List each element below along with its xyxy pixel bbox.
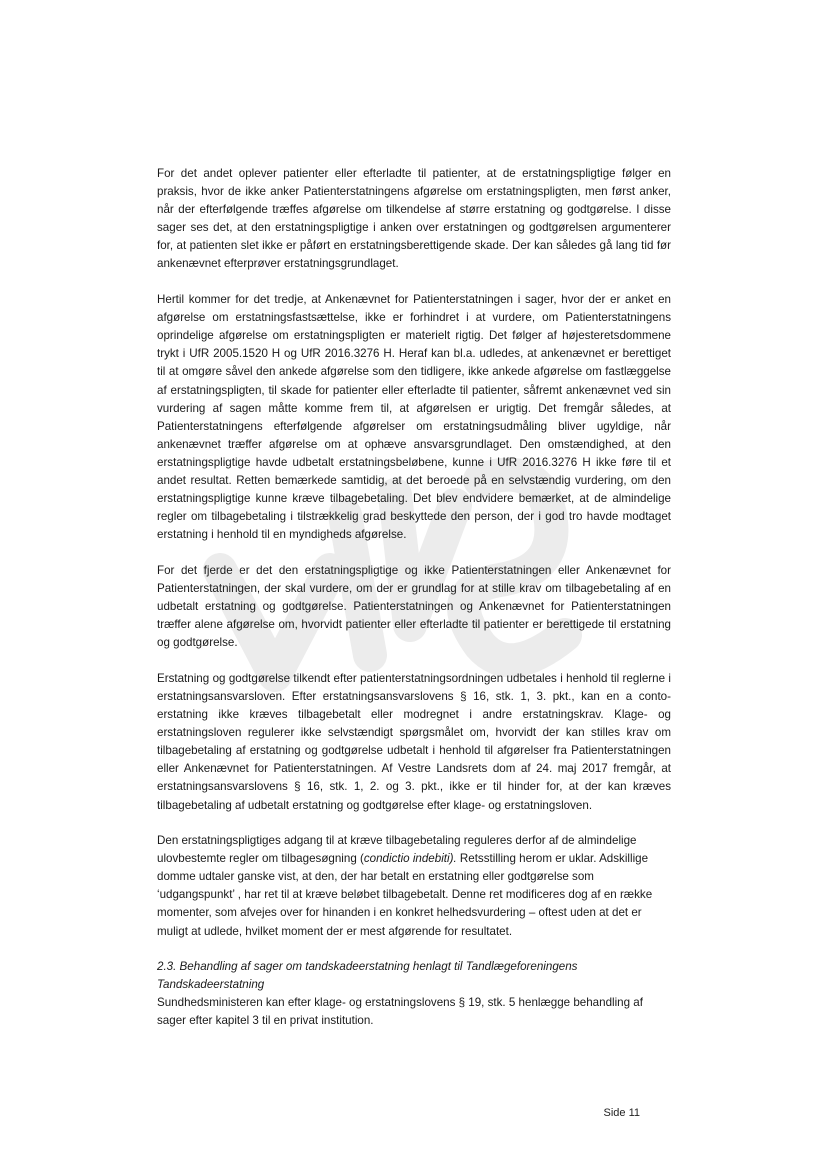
document-body bbox=[157, 165, 671, 1048]
paragraph-5-text-before: Den erstatningspligtiges adgang til at kræve tilbagebetaling reguleres derfor af de almindelige ulovbestemte regler om tilbagesøgning ( bbox=[157, 834, 637, 866]
paragraph-5 bbox=[157, 832, 671, 941]
paragraph-5-text-after: Retsstilling herom er uklar. Adskillige domme udtaler ganske vist, at den, der har betalt en erstatning eller godtgørelse som ‘udgangspunkt’ , har ret til at kræve beløbet tilbagebetalt. Denne ret modificeres dog af en række momenter, som afvejes over for hinanden i en konkret helhedsvurdering – oftest uden at det er muligt at udlede, hvilket moment der er mest afgørende for resultatet. bbox=[157, 852, 653, 938]
paragraph-3: For det fjerde er det den erstatningspligtige og ikke Patienterstatningen eller Ankenævnet for Patienterstatningen, der skal vurdere, om der er grundlag for at stille krav om tilbagebetaling af en udbetalt erstatning og godtgørelse. Patienterstatningen og Ankenævnet for Patienterstatningen træffer alene afgørelse om, hvorvidt patienter eller efterladte til patienter er berettigede til erstatning og godtgørelse. bbox=[157, 563, 671, 650]
paragraph-4: Erstatning og godtgørelse tilkendt efter patienterstatningsordningen udbetales i henhold til reglerne i erstatningsansvarsloven. Efter erstatningsansvarslovens § 16, stk. 1, 3. pkt., kan en a conto-erstatning ikke kræves tilbagebetalt eller modregnet i andre erstatningskrav. Klage- og erstatningsloven regulerer ikke selvstændigt spørgsmålet om, hvorvidt der kan stilles krav om tilbagebetaling af erstatning og godtgørelse udbetalt i henhold til afgørelser fra Patienterstatningen eller Ankenævnet for Patienterstatningen. Af Vestre Landsrets dom af 24. maj 2017 fremgår, at erstatningsansvarslovens § 16, stk. 1, 2. og 3. pkt., ikke er til hinder for, at der kan kræves tilbagebetaling af udbetalt erstatning og godtgørelse efter klage- og erstatningsloven. bbox=[157, 671, 671, 812]
section-paragraph: Sundhedsministeren kan efter klage- og erstatningslovens § 19, stk. 5 henlægge behandling af sager efter kapitel 3 til en privat institution. bbox=[157, 996, 643, 1028]
paragraph-2: Hertil kommer for det tredje, at Ankenævnet for Patienterstatningen i sager, hvor der er anket en afgørelse om erstatningsfastsættelse, ikke er forhindret i at vurdere, om Patienterstatningens oprindelige afgørelse om erstatningspligten er materielt rigtig. Det følger af højesteretsdommene trykt i UfR 2005.1520 H og UfR 2016.3276 H. Heraf kan bl.a. udledes, at ankenævnet er berettiget til at omgøre såvel den ankede afgørelse som den tidligere, ikke ankede afgørelse om fastlæggelse af erstatningspligten, til skade for patienter eller efterladte til patienter, såfremt ankenævnet ved sin vurdering af sagen måtte komme frem til, at afgørelsen er urigtig. Det fremgår således, at Patienterstatningens efterfølgende afgørelser om erstatningsudmåling bliver ugyldige, når ankenævnet træffer afgørelse om at ophæve ansvarsgrundlaget. Den omstændighed, at den erstatningspligtige havde udbetalt erstatningsbeløbene, kunne i UfR 2016.3276 H ikke føre til et andet resultat. Retten bemærkede samtidig, at det beroede på en selvstændig vurdering, om den erstatningspligtige kunne kræve tilbagebetaling. Det blev endvidere bemærket, at de almindelige regler om tilbagebetaling i tilstrækkelig grad beskyttede den person, der i god tro havde modtaget erstatning i henhold til en myndigheds afgørelse. bbox=[157, 293, 671, 542]
paragraph-5-latin-term: condictio indebiti). bbox=[363, 852, 457, 866]
paragraph-1: For det andet oplever patienter eller efterladte til patienter, at de erstatningspligtige følger en praksis, hvor de ikke anker Patienterstatningens afgørelse om erstatningspligten, men først anker, når der efterfølgende træffes afgørelse om tilkendelse af større erstatning og godtgørelse. I disse sager ses det, at den erstatningspligtige i anken over erstatningen og godtgørelsen argumenterer for, at patienten slet ikke er påført en erstatningsberettigende skade. Der kan således gå lang tid før ankenævnet efterprøver erstatningsgrundlaget. bbox=[157, 167, 671, 271]
page-number: Side 11 bbox=[603, 1107, 640, 1119]
section-heading: 2.3. Behandling af sager om tandskadeerstatning henlagt til Tandlægeforeningens Tandskadeerstatning bbox=[157, 960, 578, 992]
